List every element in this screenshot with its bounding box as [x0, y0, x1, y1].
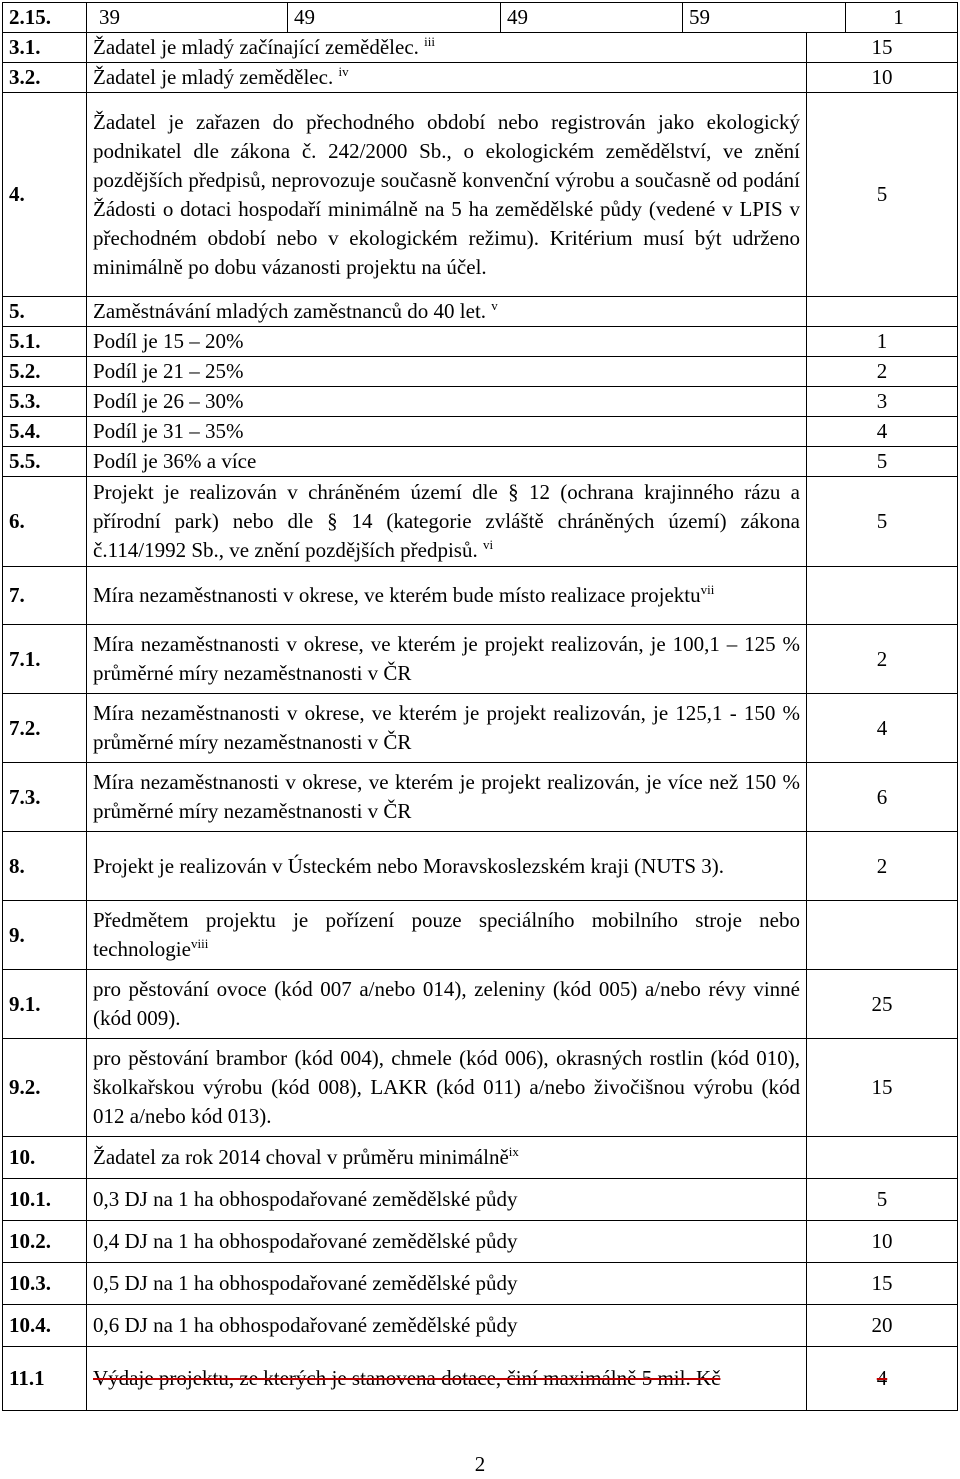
- points-value: 5: [807, 447, 958, 477]
- criterion-text: 0,6 DJ na 1 ha obhospodařované zemědělské půdy: [87, 1305, 807, 1347]
- footnote-ref: vii: [700, 582, 715, 597]
- criterion-text: pro pěstování brambor (kód 004), chmele (kód 006), okrasných rostlin (kód 010), školkařskou výrobu (kód 008), LAKR (kód 011) a/nebo živočišnou výrobu (kód 012 a/nebo kód 013).: [87, 1039, 807, 1137]
- row-number: 10.4.: [3, 1305, 87, 1347]
- row-number: 7.1.: [3, 625, 87, 694]
- points-value: 15: [807, 1039, 958, 1137]
- criterion-text: Podíl je 36% a více: [87, 447, 807, 477]
- criterion-text: 0,4 DJ na 1 ha obhospodařované zemědělské půdy: [87, 1221, 807, 1263]
- row-number: 6.: [3, 477, 87, 567]
- points-value: 5: [807, 477, 958, 567]
- row-number: 2.15.: [3, 3, 87, 33]
- points-value: 4: [807, 694, 958, 763]
- table-row: [3, 1039, 958, 1137]
- criterion-text: Podíl je 31 – 35%: [87, 417, 807, 447]
- table-row: [3, 901, 958, 970]
- criterion-text: Podíl je 26 – 30%: [87, 387, 807, 417]
- criterion-text: Míra nezaměstnanosti v okrese, ve kterém je projekt realizován, je 125,1 - 150 % průměrné míry nezaměstnanosti v ČR: [87, 694, 807, 763]
- row-number: 11.1: [3, 1347, 87, 1411]
- table-row: [3, 357, 958, 387]
- criterion-text: Zaměstnávání mladých zaměstnanců do 40 let. $^v$: [87, 297, 807, 327]
- threshold-value: 39: [93, 3, 288, 32]
- criterion-text: 0,3 DJ na 1 ha obhospodařované zemědělské půdy: [87, 1179, 807, 1221]
- footnote-ref: vi: [482, 537, 494, 552]
- criterion-text: Podíl je 21 – 25%: [87, 357, 807, 387]
- row-number: 5.5.: [3, 447, 87, 477]
- table-row: [3, 694, 958, 763]
- criterion-text: Projekt je realizován v chráněném území dle § 12 (ochrana krajinného rázu a přírodní park) nebo dle § 14 (kategorie zvláště chráněných území) zákona č.114/1992 Sb., ve znění pozdějších předpisů. $^{vi}$: [87, 477, 807, 567]
- row-number: 9.1.: [3, 970, 87, 1039]
- table-row: [3, 1221, 958, 1263]
- points-value: 1: [807, 327, 958, 357]
- table-row: [3, 970, 958, 1039]
- criteria-table: [2, 2, 958, 1411]
- criterion-text: Míra nezaměstnanosti v okrese, ve kterém je projekt realizován, je více než 150 % průměrné míry nezaměstnanosti v ČR: [87, 763, 807, 832]
- row-number: 3.1.: [3, 33, 87, 63]
- table-row: [3, 63, 958, 93]
- row-number: 5.3.: [3, 387, 87, 417]
- points-value: 25: [807, 970, 958, 1039]
- threshold-value: 49: [288, 3, 501, 32]
- row-number: 7.3.: [3, 763, 87, 832]
- criterion-text: pro pěstování ovoce (kód 007 a/nebo 014), zeleniny (kód 005) a/nebo révy vinné (kód 009).: [87, 970, 807, 1039]
- threshold-value: 59: [683, 3, 846, 32]
- row-number: 5.2.: [3, 357, 87, 387]
- row-number: 4.: [3, 93, 87, 297]
- row-number: 9.2.: [3, 1039, 87, 1137]
- table-row: [3, 1137, 958, 1179]
- table-row: [3, 447, 958, 477]
- criterion-text-struck: Výdaje projektu, ze kterých je stanovena dotace, činí maximálně 5 mil. Kč: [87, 1347, 807, 1411]
- points-value: 15: [807, 1263, 958, 1305]
- row-number: 7.: [3, 567, 87, 625]
- points-value: 2: [807, 357, 958, 387]
- points-value: 15: [807, 33, 958, 63]
- points-value: [807, 1137, 958, 1179]
- criterion-text: Podíl je 15 – 20%: [87, 327, 807, 357]
- footnote-ref: iv: [338, 64, 349, 79]
- table-row: [3, 387, 958, 417]
- row-number: 10.3.: [3, 1263, 87, 1305]
- table-row: [3, 477, 958, 567]
- criterion-text: Žadatel je mladý začínající zemědělec. $^{iii}$: [87, 33, 807, 63]
- table-row: [3, 297, 958, 327]
- points-value: 5: [807, 1179, 958, 1221]
- threshold-cell: [87, 3, 958, 33]
- criterion-text: Předmětem projektu je pořízení pouze speciálního mobilního stroje nebo technologie$^{viii}$: [87, 901, 807, 970]
- footnote-ref: viii: [190, 936, 209, 951]
- points-value: [807, 901, 958, 970]
- points-value: 6: [807, 763, 958, 832]
- table-row: [3, 3, 958, 33]
- row-number: 5.1.: [3, 327, 87, 357]
- points-value: 2: [807, 832, 958, 901]
- row-number: 10.2.: [3, 1221, 87, 1263]
- criterion-text: Projekt je realizován v Ústeckém nebo Moravskoslezském kraji (NUTS 3).: [87, 832, 807, 901]
- row-number: 7.2.: [3, 694, 87, 763]
- table-row: [3, 327, 958, 357]
- points-value: [807, 567, 958, 625]
- table-row: [3, 763, 958, 832]
- table-row: [3, 1179, 958, 1221]
- threshold-value: 49: [501, 3, 683, 32]
- row-number: 10.1.: [3, 1179, 87, 1221]
- row-number: 8.: [3, 832, 87, 901]
- criterion-text: Míra nezaměstnanosti v okrese, ve kterém bude místo realizace projektu$^{vii}$: [87, 567, 807, 625]
- criterion-text: 0,5 DJ na 1 ha obhospodařované zemědělské půdy: [87, 1263, 807, 1305]
- points-value: 5: [807, 93, 958, 297]
- table-row: [3, 33, 958, 63]
- points-value: [807, 297, 958, 327]
- row-number: 5.: [3, 297, 87, 327]
- points-value: 2: [807, 625, 958, 694]
- points-value: 1: [893, 5, 904, 29]
- criterion-text: Žadatel za rok 2014 choval v průměru minimálně$^{ix}$: [87, 1137, 807, 1179]
- points-value: 20: [807, 1305, 958, 1347]
- row-number: 9.: [3, 901, 87, 970]
- table-row: [3, 1305, 958, 1347]
- table-row: [3, 1263, 958, 1305]
- points-value: 3: [807, 387, 958, 417]
- footnote-ref: ix: [508, 1144, 519, 1159]
- row-number: 10.: [3, 1137, 87, 1179]
- page-number: 2: [474, 1452, 486, 1476]
- footnote-ref: iii: [424, 34, 435, 49]
- table-row: [3, 1347, 958, 1411]
- footnote-ref: v: [491, 298, 498, 313]
- points-value: 10: [807, 1221, 958, 1263]
- points-value: 4: [807, 417, 958, 447]
- points-value-struck: 4: [807, 1347, 958, 1411]
- criterion-text: Míra nezaměstnanosti v okrese, ve kterém je projekt realizován, je 100,1 – 125 % průměrné míry nezaměstnanosti v ČR: [87, 625, 807, 694]
- table-row: [3, 567, 958, 625]
- row-number: 5.4.: [3, 417, 87, 447]
- points-value: 10: [807, 63, 958, 93]
- criterion-text: Žadatel je zařazen do přechodného období nebo registrován jako ekologický podnikatel dle zákona č. 242/2000 Sb., o ekologickém zemědělství, ve znění pozdějších předpisů, neprovozuje současně konvenční výrobu a současně od podání Žádosti o dotaci hospodaří minimálně na 5 ha zemědělské půdy (vedené v LPIS v přechodném období nebo v ekologickém režimu). Kritérium musí být udrženo minimálně po dobu vázanosti projektu na účel.: [87, 93, 807, 297]
- table-row: [3, 625, 958, 694]
- row-number: 3.2.: [3, 63, 87, 93]
- criterion-text: Žadatel je mladý zemědělec. $^{iv}$: [87, 63, 807, 93]
- table-row: [3, 417, 958, 447]
- table-row: [3, 832, 958, 901]
- table-row: [3, 93, 958, 297]
